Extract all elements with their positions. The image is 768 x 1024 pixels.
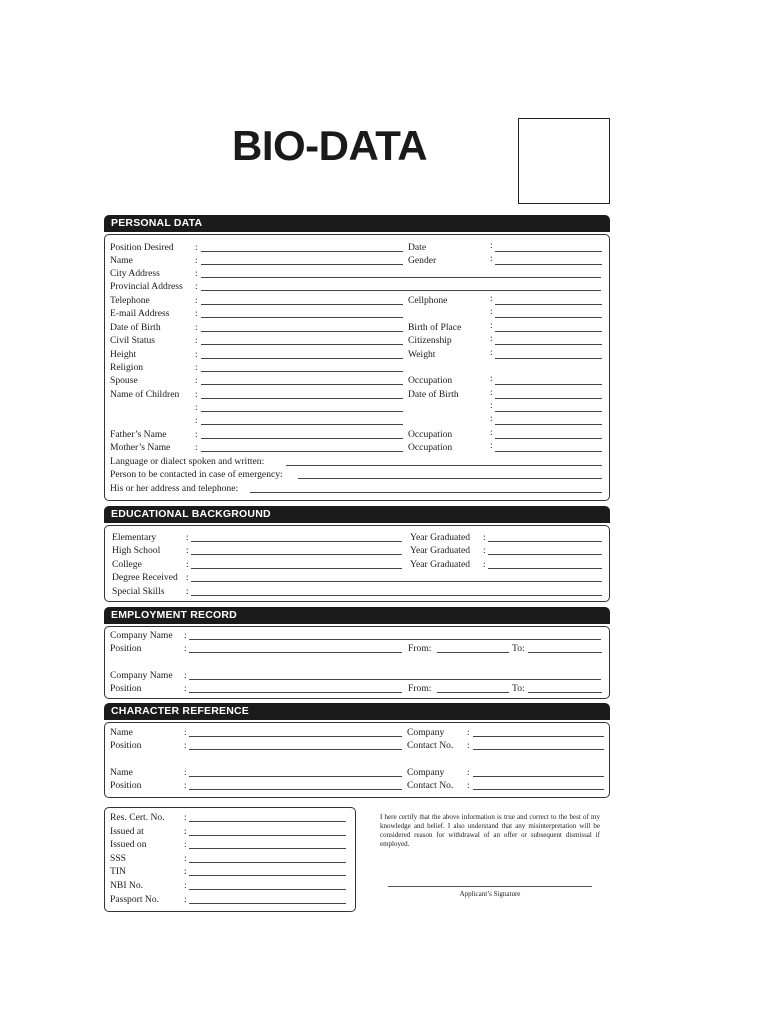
- children-3-field[interactable]: [201, 424, 403, 425]
- special-skills-field[interactable]: [191, 595, 602, 596]
- tin-label: TIN: [110, 866, 126, 878]
- spouse-occupation-field[interactable]: [495, 384, 602, 385]
- civil-status-label: Civil Status: [110, 335, 156, 346]
- ref-company-field-2[interactable]: [473, 776, 604, 777]
- father-name-field[interactable]: [201, 438, 403, 439]
- colon: :: [186, 572, 189, 583]
- education-box: [104, 525, 610, 602]
- birth-place-label: Birth of Place: [408, 322, 462, 333]
- company-name-label-1: Company Name: [110, 630, 173, 641]
- name-label: Name: [110, 255, 133, 266]
- colon: :: [490, 373, 493, 384]
- colon: :: [490, 253, 493, 264]
- provincial-address-label: Provincial Address: [110, 281, 183, 292]
- special-skills-label: Special Skills: [112, 586, 165, 597]
- children-2-field[interactable]: [201, 411, 403, 412]
- colon: :: [184, 866, 187, 878]
- ref-position-label-2: Position: [110, 780, 142, 791]
- to-field-2[interactable]: [528, 692, 602, 693]
- colon: :: [490, 427, 493, 438]
- birth-place-field[interactable]: [495, 331, 602, 332]
- date-field[interactable]: [495, 251, 602, 252]
- child-date-of-birth-field[interactable]: [495, 398, 602, 399]
- colon: :: [195, 349, 198, 360]
- religion-label: Religion: [110, 362, 144, 373]
- gender-label: Gender: [408, 255, 437, 266]
- colon: :: [184, 670, 187, 681]
- civil-status-field[interactable]: [201, 344, 403, 345]
- position-field-1[interactable]: [189, 652, 402, 653]
- page-title: BIO-DATA: [232, 122, 428, 169]
- colon: :: [467, 727, 470, 738]
- city-address-field[interactable]: [201, 277, 601, 278]
- mother-name-label: Mother’s Name: [110, 442, 171, 453]
- mother-occupation-label: Occupation: [408, 442, 453, 453]
- colon: :: [184, 643, 187, 654]
- colon: :: [195, 322, 198, 333]
- ref-company-label-1: Company: [407, 727, 445, 738]
- colon: :: [467, 767, 470, 778]
- colon: :: [490, 333, 493, 344]
- citizenship-field[interactable]: [495, 344, 602, 345]
- telephone-field[interactable]: [201, 304, 403, 305]
- high-school-field[interactable]: [191, 554, 402, 555]
- emergency-contact-field[interactable]: [298, 478, 602, 479]
- telephone-label: Telephone: [110, 295, 150, 306]
- passport-label: Passport No.: [110, 893, 160, 905]
- signature-line[interactable]: [388, 886, 592, 887]
- section-header-personal: PERSONAL DATA: [104, 215, 610, 232]
- section-header-employment: EMPLOYMENT RECORD: [104, 607, 610, 624]
- child-date-of-birth-label: Date of Birth: [408, 389, 459, 400]
- certification-text: I here certify that the above information is true and correct to the best of my knowledge and belief. I also understand that any misinterpretation will be considered reason for withdrawal of an offer or subsequent dismissal if employed.: [380, 813, 600, 848]
- to-label-2: To:: [512, 683, 525, 694]
- tin-field[interactable]: [189, 875, 346, 876]
- spouse-occupation-label: Occupation: [408, 375, 453, 386]
- position-field-2[interactable]: [189, 692, 402, 693]
- father-occupation-field[interactable]: [495, 438, 602, 439]
- ref-name-label-2: Name: [110, 767, 133, 778]
- colon: :: [184, 683, 187, 694]
- ref-contact-field-1[interactable]: [473, 749, 604, 750]
- date-label: Date: [408, 242, 427, 253]
- spouse-label: Spouse: [110, 375, 138, 386]
- elementary-year-label: Year Graduated: [410, 532, 471, 543]
- children-field[interactable]: [201, 398, 403, 399]
- colon: :: [195, 402, 198, 413]
- cellphone-label: Cellphone: [408, 295, 448, 306]
- colon: :: [195, 442, 198, 453]
- colon: :: [195, 362, 198, 373]
- colon: :: [490, 440, 493, 451]
- issued-on-field[interactable]: [189, 848, 346, 849]
- college-year-label: Year Graduated: [410, 559, 471, 570]
- ref-position-field-2[interactable]: [189, 789, 402, 790]
- colon: :: [195, 268, 198, 279]
- weight-field[interactable]: [495, 358, 602, 359]
- email-label: E-mail Address: [110, 308, 170, 319]
- colon: :: [195, 308, 198, 319]
- from-field-1[interactable]: [437, 652, 509, 653]
- date-of-birth-label: Date of Birth: [110, 322, 161, 333]
- colon: :: [195, 242, 198, 253]
- college-field[interactable]: [191, 568, 402, 569]
- gender-field[interactable]: [495, 264, 602, 265]
- father-name-label: Father’s Name: [110, 429, 167, 440]
- children-3-right-field[interactable]: [495, 424, 602, 425]
- college-label: College: [112, 559, 142, 570]
- colon: :: [195, 415, 198, 426]
- ref-contact-field-2[interactable]: [473, 789, 604, 790]
- signature-label: Applicant’s Signature: [459, 890, 521, 898]
- res-cert-label: Res. Cert. No.: [110, 812, 165, 823]
- sss-label: SSS: [110, 852, 127, 864]
- colon: :: [184, 825, 187, 837]
- colon: :: [184, 630, 187, 641]
- elementary-field[interactable]: [191, 541, 402, 542]
- colon: :: [184, 880, 187, 891]
- high-school-year-field[interactable]: [488, 554, 602, 555]
- photo-box[interactable]: [518, 118, 610, 204]
- colon: :: [467, 780, 470, 791]
- colon: :: [483, 559, 486, 570]
- ref-position-label-1: Position: [110, 740, 142, 751]
- cellphone-field[interactable]: [495, 304, 602, 305]
- spouse-field[interactable]: [201, 384, 403, 385]
- to-field-1[interactable]: [528, 652, 602, 653]
- colon: :: [184, 893, 187, 905]
- ref-company-label-2: Company: [407, 767, 445, 778]
- position-label-1: Position: [110, 643, 142, 654]
- colon: :: [483, 545, 486, 556]
- sss-field[interactable]: [189, 862, 346, 863]
- height-label: Height: [110, 349, 137, 360]
- elementary-label: Elementary: [112, 532, 157, 543]
- reference-box: [104, 722, 610, 798]
- colon: :: [490, 320, 493, 331]
- from-field-2[interactable]: [437, 692, 509, 693]
- from-label-1: From:: [408, 643, 432, 654]
- father-occupation-label: Occupation: [408, 429, 453, 440]
- employment-box: [104, 626, 610, 699]
- colon: :: [184, 780, 187, 791]
- colon: :: [490, 240, 493, 251]
- weight-label: Weight: [408, 349, 436, 360]
- colon: :: [186, 559, 189, 570]
- ref-contact-label-1: Contact No.: [407, 740, 454, 751]
- company-name-field-2[interactable]: [189, 679, 601, 680]
- nbi-field[interactable]: [189, 889, 346, 890]
- colon: :: [195, 335, 198, 346]
- position-label-2: Position: [110, 683, 142, 694]
- colon: :: [186, 545, 189, 556]
- language-field[interactable]: [286, 465, 602, 466]
- colon: :: [195, 255, 198, 266]
- city-address-label: City Address: [110, 268, 160, 279]
- colon: :: [483, 532, 486, 543]
- ref-company-field-1[interactable]: [473, 736, 604, 737]
- colon: :: [490, 413, 493, 424]
- ref-contact-label-2: Contact No.: [407, 780, 454, 791]
- colon: :: [490, 293, 493, 304]
- mother-occupation-field[interactable]: [495, 451, 602, 452]
- company-name-field-1[interactable]: [189, 639, 601, 640]
- colon: :: [186, 586, 189, 597]
- date-of-birth-field[interactable]: [201, 331, 403, 332]
- position-desired-field[interactable]: [201, 251, 403, 252]
- position-desired-label: Position Desired: [110, 242, 174, 253]
- issued-at-field[interactable]: [189, 835, 346, 836]
- colon: :: [490, 347, 493, 358]
- colon: :: [195, 375, 198, 386]
- high-school-label: High School: [112, 545, 161, 556]
- ref-name-field-2[interactable]: [189, 776, 402, 777]
- colon: :: [490, 306, 493, 317]
- name-field[interactable]: [201, 264, 403, 265]
- citizenship-label: Citizenship: [408, 335, 452, 346]
- colon: :: [195, 429, 198, 440]
- elementary-year-field[interactable]: [488, 541, 602, 542]
- colon: :: [184, 740, 187, 751]
- emergency-contact-label: Person to be contacted in case of emergency:: [110, 469, 283, 480]
- colon: :: [490, 387, 493, 398]
- mother-name-field[interactable]: [201, 451, 403, 452]
- colon: :: [184, 767, 187, 778]
- passport-field[interactable]: [189, 903, 346, 904]
- provincial-address-field[interactable]: [201, 290, 601, 291]
- emergency-address-field[interactable]: [250, 492, 602, 493]
- nbi-label: NBI No.: [110, 880, 144, 891]
- section-header-reference: CHARACTER REFERENCE: [104, 703, 610, 720]
- ref-name-field-1[interactable]: [189, 736, 402, 737]
- company-name-label-2: Company Name: [110, 670, 173, 681]
- colon: :: [467, 740, 470, 751]
- issued-on-label: Issued on: [110, 839, 147, 851]
- religion-field[interactable]: [201, 371, 403, 372]
- high-school-year-label: Year Graduated: [410, 545, 471, 556]
- section-header-education: EDUCATIONAL BACKGROUND: [104, 506, 610, 523]
- degree-received-label: Degree Received: [112, 572, 178, 583]
- college-year-field[interactable]: [488, 568, 602, 569]
- degree-received-field[interactable]: [191, 581, 602, 582]
- issued-at-label: Issued at: [110, 825, 144, 837]
- colon: :: [195, 389, 198, 400]
- ref-position-field-1[interactable]: [189, 749, 402, 750]
- colon: :: [195, 295, 198, 306]
- colon: :: [184, 727, 187, 738]
- children-label: Name of Children: [110, 389, 180, 400]
- email-right-field[interactable]: [495, 317, 602, 318]
- colon: :: [186, 532, 189, 543]
- email-field[interactable]: [201, 317, 403, 318]
- language-label: Language or dialect spoken and written:: [110, 456, 265, 467]
- res-cert-field[interactable]: [189, 821, 346, 822]
- colon: :: [184, 839, 187, 851]
- ref-name-label-1: Name: [110, 727, 133, 738]
- to-label-1: To:: [512, 643, 525, 654]
- colon: :: [184, 812, 187, 823]
- children-2-right-field[interactable]: [495, 411, 602, 412]
- colon: :: [184, 852, 187, 864]
- emergency-address-label: His or her address and telephone:: [110, 483, 239, 494]
- colon: :: [195, 281, 198, 292]
- colon: :: [490, 400, 493, 411]
- height-field[interactable]: [201, 358, 403, 359]
- from-label-2: From:: [408, 683, 432, 694]
